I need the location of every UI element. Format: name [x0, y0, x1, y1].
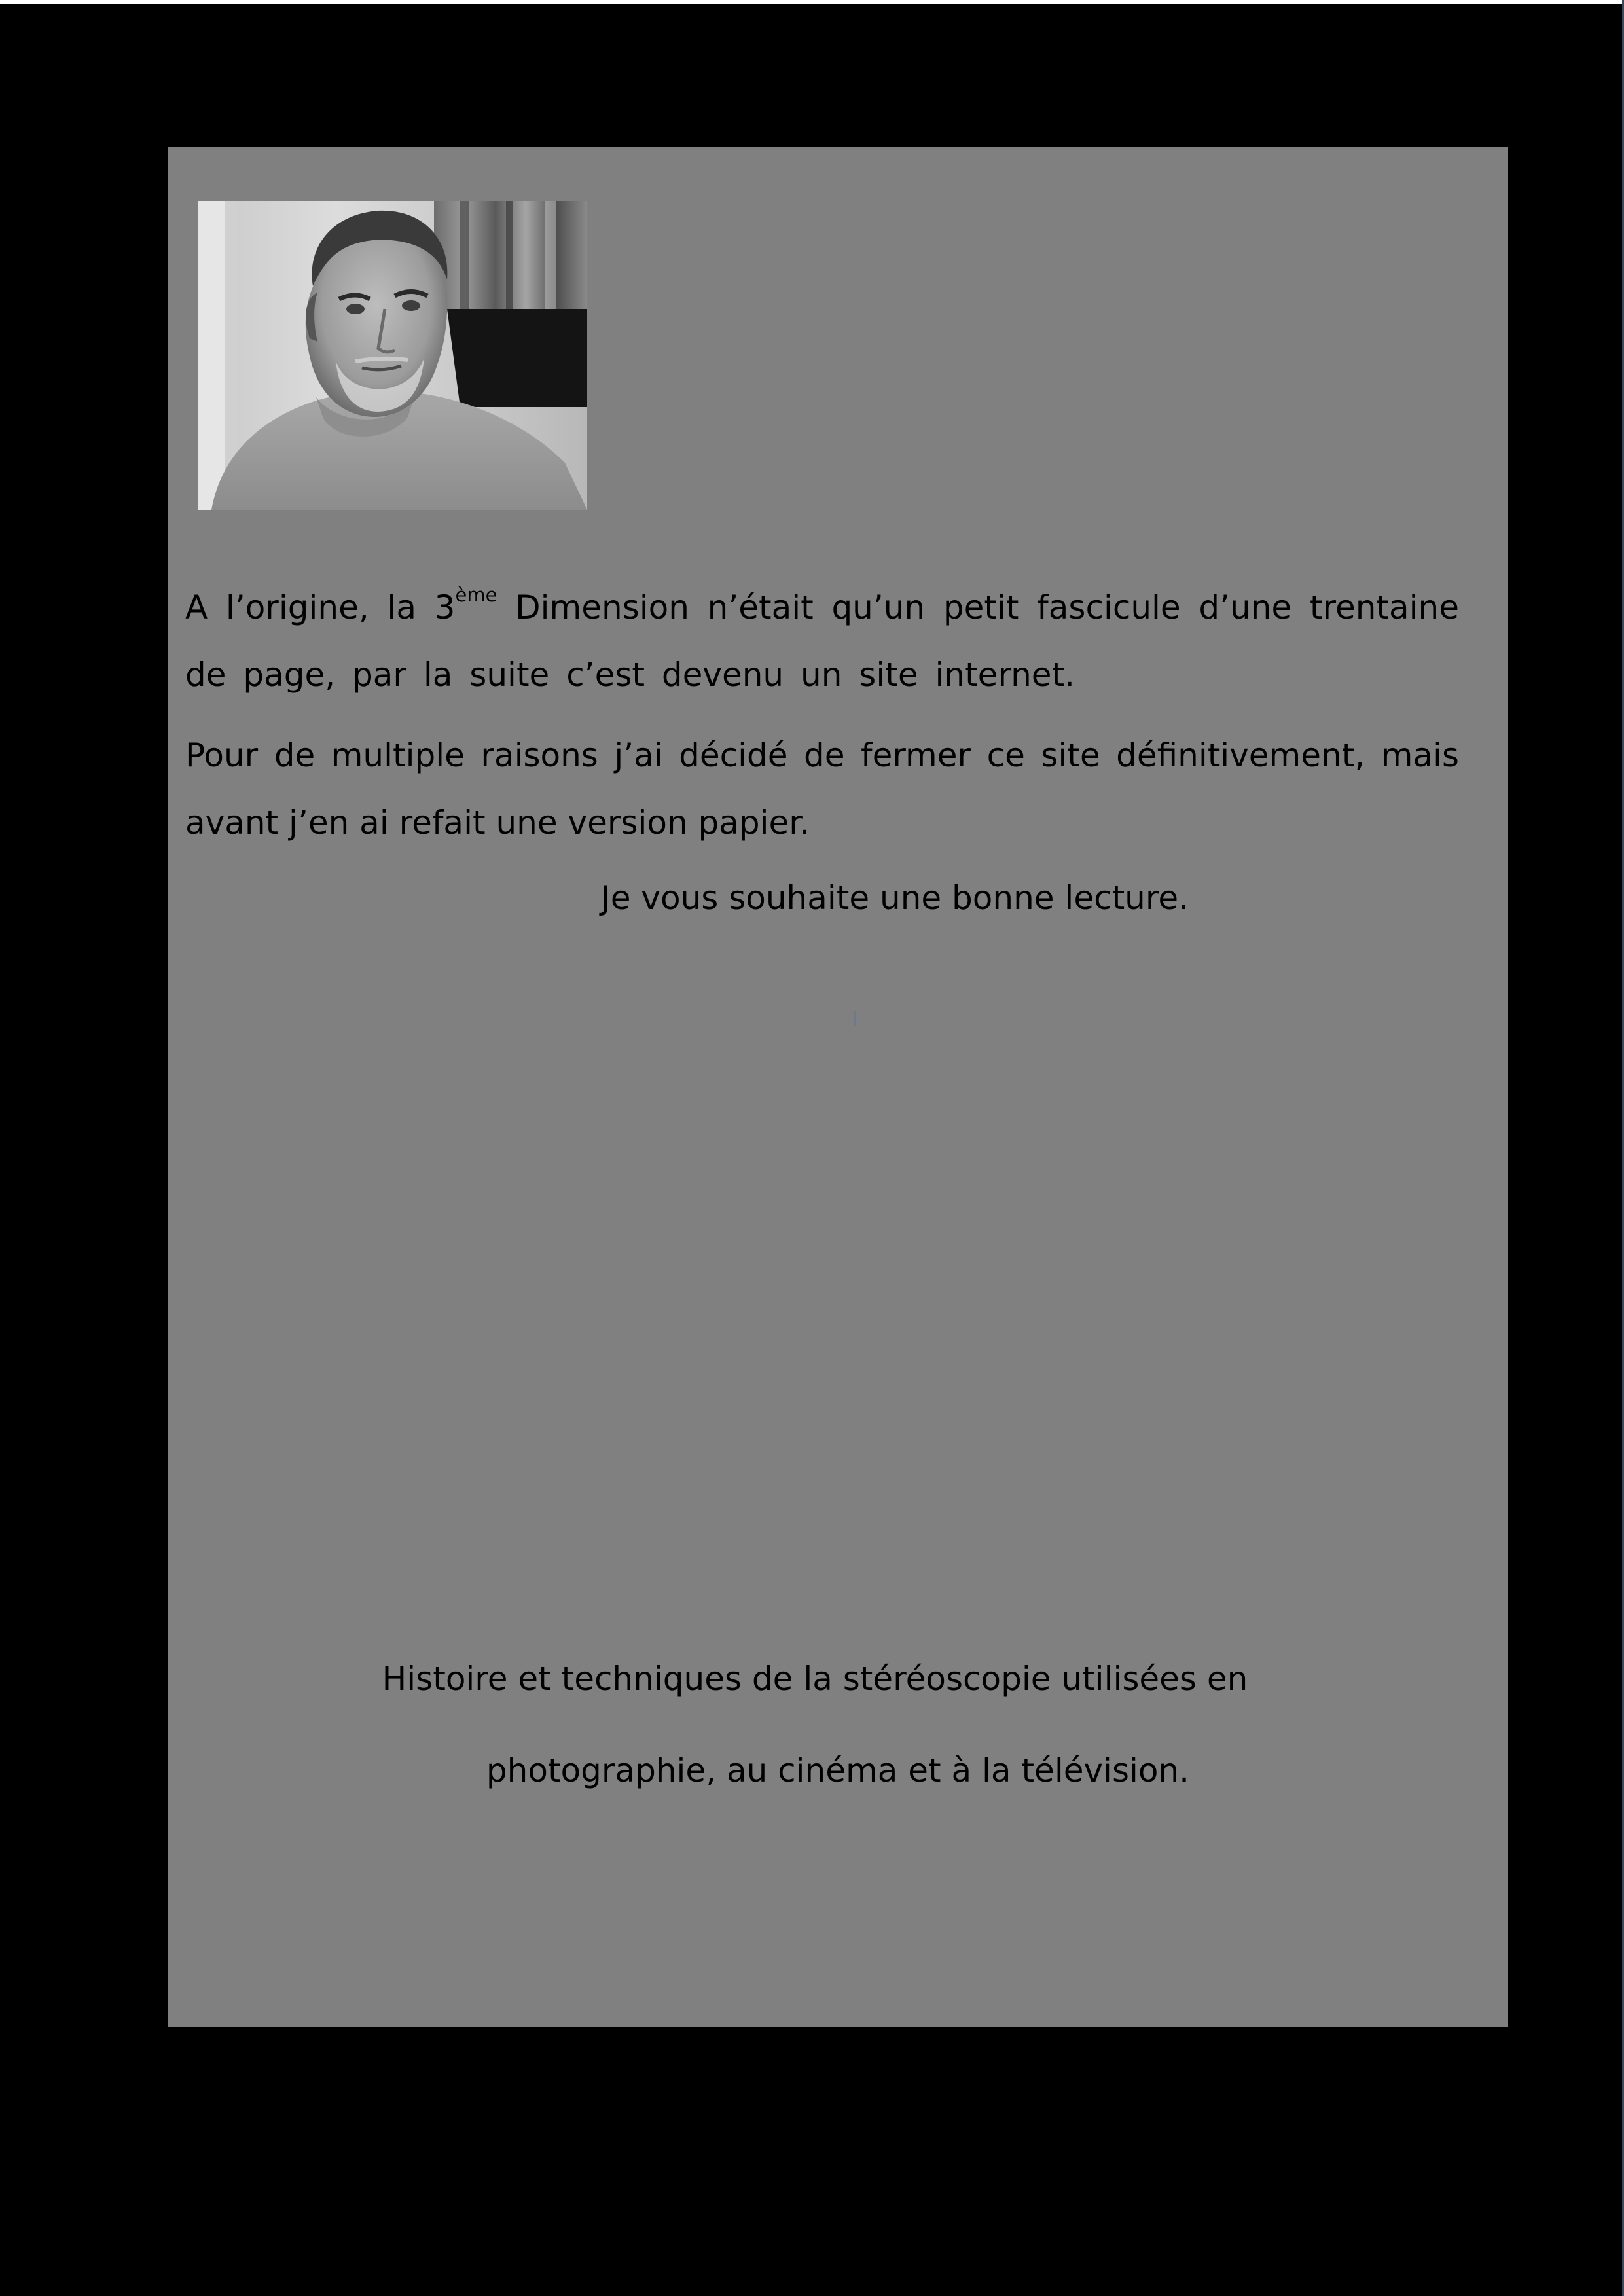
subtitle-line-1: Histoire et techniques de la stéréoscopie utilisées en	[382, 1660, 1248, 1698]
book-subtitle	[168, 1633, 1508, 1816]
intro-paragraph	[185, 574, 1459, 709]
subtitle-line-2: photographie, au cinéma et à la télévision.	[486, 1751, 1190, 1789]
second-paragraph: Pour de multiple raisons j’ai décidé de fermer ce site définitivement, mais avant j’en ai refait une version papier.	[185, 736, 1459, 842]
intro-superscript: ème	[455, 584, 497, 606]
intro-text-prefix: A l’origine, la 3	[185, 588, 456, 626]
content-panel	[168, 147, 1508, 2027]
intro-text-rest: Dimension n’était qu’un petit fascicule d’une trentaine de page, par la suite c’est devenu un site internet.	[185, 588, 1459, 694]
stray-mark	[854, 1011, 856, 1026]
closing-line: Je vous souhaite une bonne lecture.	[601, 879, 1189, 917]
author-portrait-photo	[198, 201, 587, 510]
